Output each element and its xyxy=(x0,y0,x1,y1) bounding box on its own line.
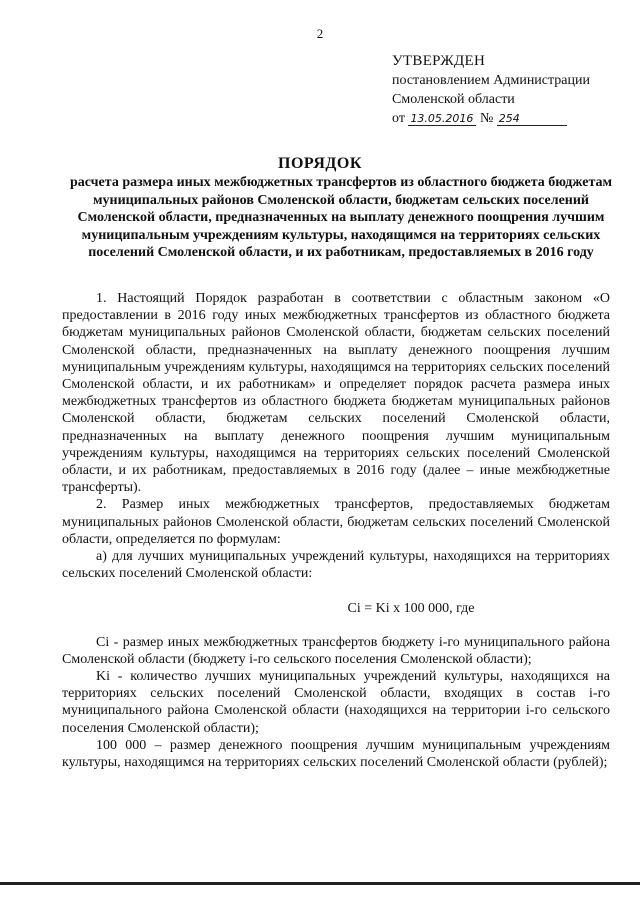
document-subtitle: расчета размера иных межбюджетных трансфертов из областного бюджета бюджетам муниципальных районов Смоленской области, бюджетам сельских поселений Смоленской области, предназначенных на выплату денежного поощрения лучшим муниципальным учреждениям культуры, находящимся на территориях сельских поселений Смоленской области, и их работникам, предоставляемых в 2016 году xyxy=(69,175,613,260)
approval-date-line xyxy=(392,109,628,128)
approval-line-1: постановлением Администрации xyxy=(392,73,590,88)
definition-ci: Ci - размер иных межбюджетных трансфертов бюджету i-го муниципального района Смоленской области (бюджету i-го сельского поселения Смоленской области); xyxy=(62,634,610,667)
from-label: от xyxy=(392,111,405,126)
paragraph-2a: а) для лучших муниципальных учреждений культуры, находящихся на территориях сельских поселений Смоленской области: xyxy=(62,549,610,582)
definition-ki: Ki - количество лучших муниципальных учреждений культуры, находящихся на территориях сельских поселений Смоленской области, входящих в состав i-го муниципального района Смоленской области (находящихся на территории i-го сельского поселения Смоленской области); xyxy=(62,669,610,736)
approval-block xyxy=(392,52,628,128)
paragraph-2: 2. Размер иных межбюджетных трансфертов, предоставляемых бюджетам муниципальных районов Смоленской области, бюджетам сельских поселений Смоленской области, определяется по формулам: xyxy=(62,497,610,547)
document-title: ПОРЯДОК xyxy=(278,155,362,172)
approval-line-2: Смоленской области xyxy=(392,92,515,107)
formula: Ci = Ki x 100 000, где xyxy=(347,601,475,617)
paragraph-1: 1. Настоящий Порядок разработан в соответствии с областным законом «О предоставлении в 2016 году иных межбюджетных трансфертов из областного бюджета бюджетам муниципальных районов Смоленской области, бюджетам сельских поселений Смоленской области, предназначенных на выплату денежного поощрения лучшим муниципальным учреждениям культуры, находящимся на территориях сельских поселений Смоленской области, и их работникам» и определяет порядок расчета размера иных межбюджетных трансфертов из областного бюджета бюджетам муниципальных районов Смоленской области, бюджетам сельских поселений Смоленской области, предназначенных на выплату денежного поощрения лучшим муниципальным учреждениям культуры, находящимся на территориях сельских поселений Смоленской области, и их работникам, предоставляемых в 2016 году (далее – иные межбюджетные трансферты). xyxy=(62,291,610,496)
approved-heading: УТВЕРЖДЕН xyxy=(392,53,486,69)
number-label: № xyxy=(479,111,494,126)
page-number: 2 xyxy=(316,26,324,41)
handwritten-number: 254 xyxy=(497,112,567,126)
definition-100000: 100 000 – размер денежного поощрения лучшим муниципальным учреждениям культуры, находящимся на территориях сельских поселений Смоленской области (рублей); xyxy=(62,737,610,771)
handwritten-date: 13.05.2016 xyxy=(408,112,476,126)
document-body xyxy=(62,290,610,771)
bottom-divider xyxy=(0,882,640,885)
